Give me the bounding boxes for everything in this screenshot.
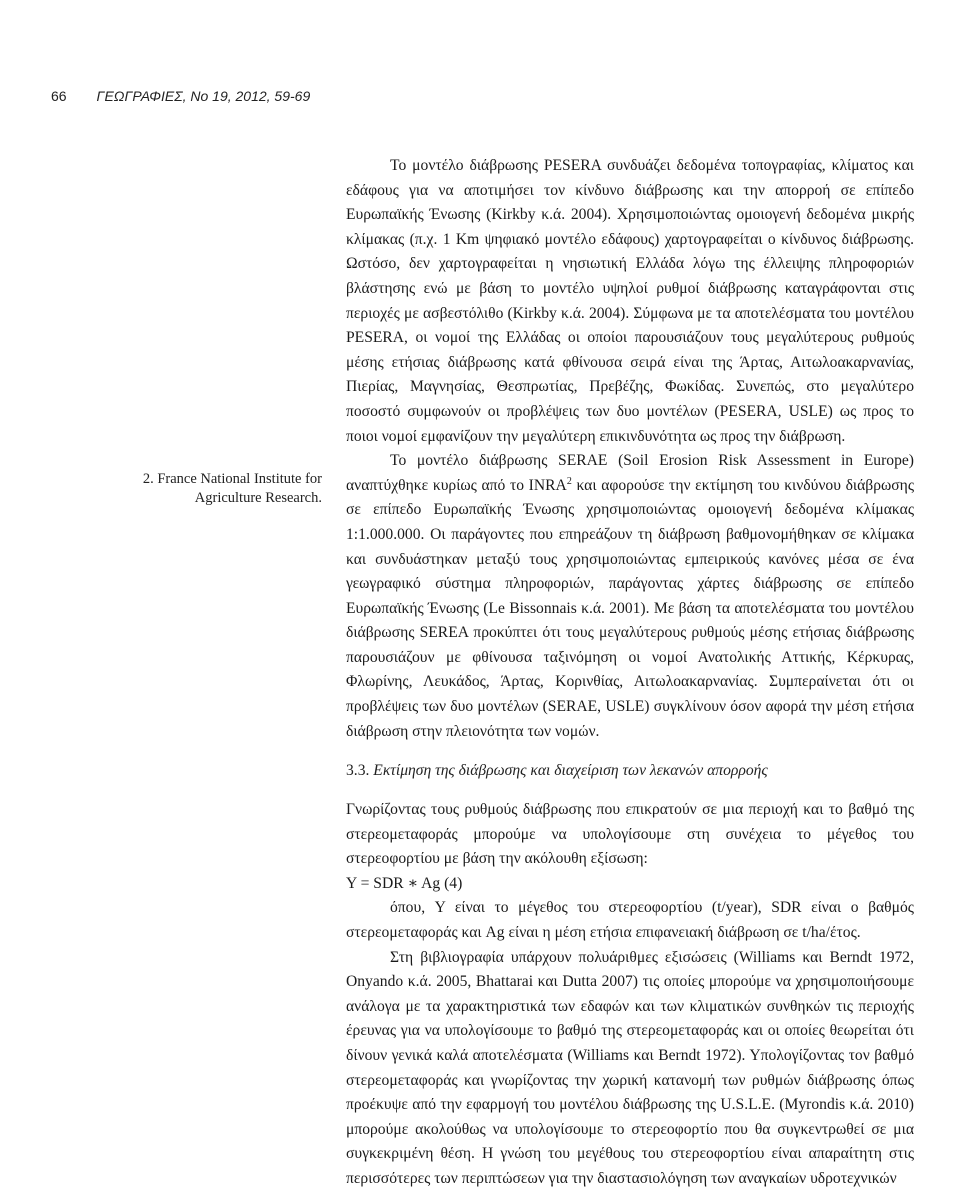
paragraph-definitions: όπου, Y είναι το μέγεθος του στερεοφορτίου (t/year), SDR είναι ο βαθμός στερεομεταφοράς και Ag είναι η μέση ετήσια επιφανειακή διάβρωση σε t/ha/έτος.	[346, 899, 914, 941]
paragraph-intro: Γνωρίζοντας τους ρυθμούς διάβρωσης που επικρατούν σε μια περιοχή και το βαθμό της στερεομεταφοράς μπορούμε να υπολογίσουμε στη συνέχεια το μέγεθος του στερεοφορτίου με βάση την ακόλουθη εξίσωση:	[346, 801, 914, 868]
paragraph-serae-rest: και αφορούσε την εκτίμηση του κινδύνου διάβρωσης σε επίπεδο Ευρωπαϊκής Ένωσης χρησιμοποιώντας ομοιογενή δεδομένα κλίμακας 1:1.000.000. Οι παράγοντες που επηρεάζουν τη διάβρωση βαθμονομήθηκαν σε κλίμακα και συνδυάστηκαν μεταξύ τους χρησιμοποιώντας εμπειρικούς κανόνες μέσα σε ένα γεωγραφικό σύστημα πληροφοριών, παράγοντας χάρτες διάβρωσης σε επίπεδο Ευρωπαϊκής Ένωσης (Le Bissonnais κ.ά. 2001). Με βάση τα αποτελέσματα του μοντέλου διάβρωσης SEREA προκύπτει ότι τους μεγαλύτερους ρυθμούς μέσης ετήσιας διάβρωσης παρουσιάζουν με φθίνουσα ταξινόμηση οι νομοί Ανατολικής Αττικής, Κέρκυρας, Φλωρίνης, Λευκάδος, Άρτας, Κορινθίας, Αιτωλοακαρνανίας. Συμπεραίνεται ότι οι προβλέψεις των δυο μοντέλων (SERAE, USLE) συγκλίνουν όσον αφορά την μέση ετήσια διάβρωση στην πλειονότητα των νομών.	[346, 476, 915, 740]
paragraph-serae	[346, 449, 914, 744]
body-text-top	[346, 154, 914, 744]
section-number: 3.3.	[346, 762, 370, 779]
section-heading	[346, 762, 768, 780]
section-title-text: Εκτίμηση της διάβρωσης και διαχείριση των λεκανών απορροής	[373, 762, 768, 779]
footnote-ref: 2	[566, 475, 572, 487]
margin-footnote	[60, 470, 322, 508]
paragraph-serae-start: Το μοντέλο διάβρωσης SERAE (Soil Erosion Risk Assessment in Europe) αναπτύχθηκε κυρίως από το INRA	[346, 452, 914, 494]
page-number: 66	[51, 88, 67, 104]
body-text-bottom	[346, 798, 914, 1192]
equation: Y = SDR ∗ Ag (4)	[346, 874, 463, 892]
paragraph-literature: Στη βιβλιογραφία υπάρχουν πολυάριθμες εξισώσεις (Williams και Berndt 1972, Onyando κ.ά. 2005, Bhattarai και Dutta 2007) τις οποίες μπορούμε να χρησιμοποιήσουμε ανάλογα με τα χαρακτηριστικά των εδαφών και των κλιματικών συνθηκών τις περιοχής έρευνας για να υπολογίσουμε το βαθμό της στερεομεταφοράς και οι οποίες θεωρείται ότι δίνουν γενικά καλά αποτελέσματα (Williams και Berndt 1972). Υπολογίζοντας τον βαθμό στερεομεταφοράς και γνωρίζοντας την χωρική κατανομή των ρυθμών διάβρωσης όπως προέκυψε από την εφαρμογή του μοντέλου διάβρωσης της U.S.L.E. (Myrondis κ.ά. 2010) μπορούμε ακολούθως να υπολογίσουμε το στερεοφορτίο που θα συγκεντρωθεί σε μια συγκεκριμένη θέση. Η γνώση του μεγέθους του στερεοφορτίου είναι απαραίτητη στις περισσότερες των περιπτώσεων για την διαστασιολόγηση των αναγκαίων υδροτεχνικών	[346, 948, 914, 1187]
footnote-line-2: Agriculture Research.	[194, 490, 322, 506]
paragraph-pesera: Το μοντέλο διάβρωσης PESERA συνδυάζει δεδομένα τοπογραφίας, κλίματος και εδάφους για να αποτιμήσει τον κίνδυνο διάβρωσης και την απορροή σε επίπεδο Ευρωπαϊκής Ένωσης (Kirkby κ.ά. 2004). Χρησιμοποιώντας ομοιογενή δεδομένα μικρής κλίμακας (π.χ. 1 Km ψηφιακό μοντέλο εδάφους) χαρτογραφείται ο κίνδυνος διάβρωσης. Ωστόσο, δεν χαρτογραφείται η νησιωτική Ελλάδα λόγω της έλλειψης πληροφοριών βλάστησης ενώ με βάση το μοντέλο υψηλοί ρυθμοί διάβρωσης καταγράφονται στις περιοχές με ασβεστόλιθο (Kirkby κ.ά. 2004). Σύμφωνα με τα αποτελέσματα του μοντέλου PESERA, οι νομοί της Ελλάδας οι οποίοι παρουσιάζουν τους μεγαλύτερους ρυθμούς μέσης ετήσιας διάβρωσης κατά φθίνουσα σειρά είναι της Άρτας, Αιτωλοακαρνανίας, Πιερίας, Μαγνησίας, Θεσπρωτίας, Πρεβέζης, Φωκίδας. Συνεπώς, στο μεγαλύτερο ποσοστό συμφωνούν οι προβλέψεις των δυο μοντέλων (PESERA, USLE) ως προς το ποιοι νομοί εμφανίζουν την μεγαλύτερη επικινδυνότητα ως προς την διάβρωση.	[346, 157, 914, 445]
footnote-line-1: 2. France National Institute for	[142, 471, 322, 487]
journal-citation: ΓΕΩΓΡΑΦΙΕΣ, Νο 19, 2012, 59-69	[96, 88, 311, 104]
running-header	[51, 88, 310, 104]
